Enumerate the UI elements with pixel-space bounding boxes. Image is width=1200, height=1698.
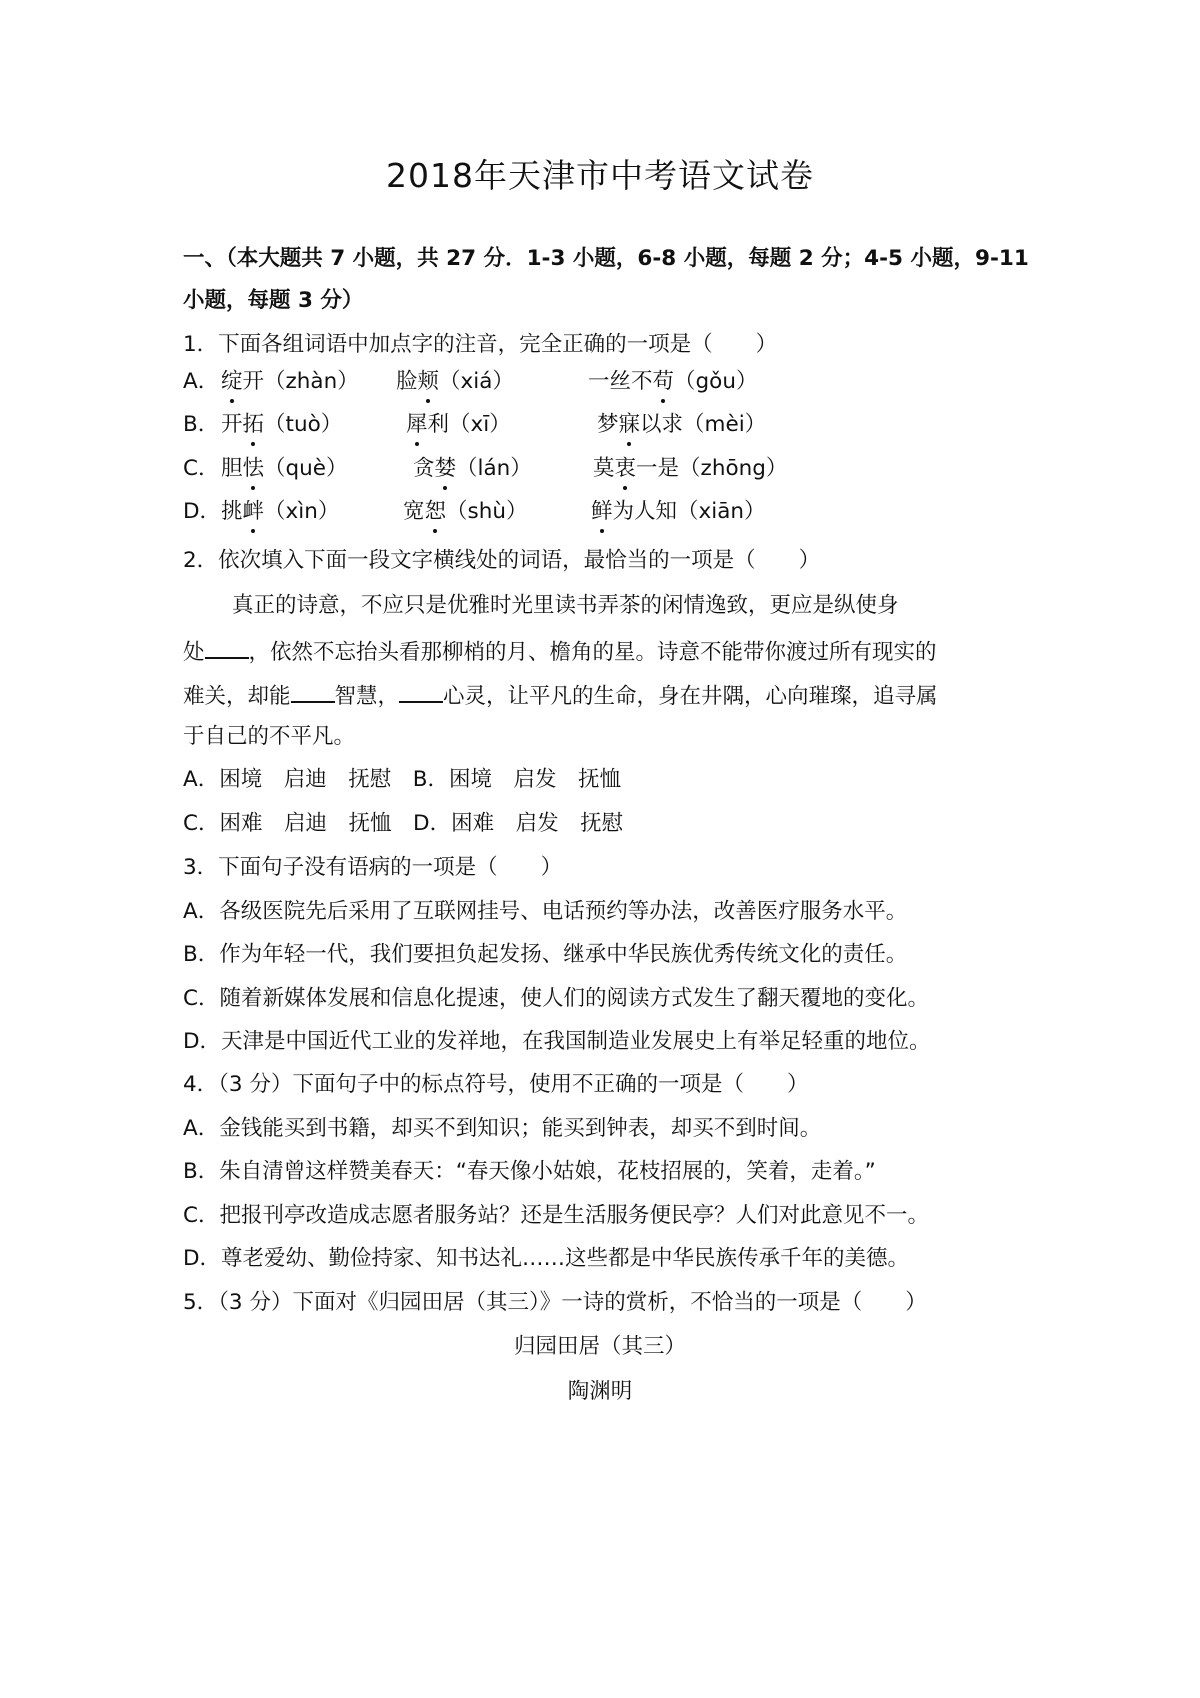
word-text: （xiá） bbox=[439, 369, 514, 394]
dotted-char: 鲜 bbox=[591, 497, 613, 527]
word-text: 为人知（xiān） bbox=[612, 499, 766, 524]
q1-option-c bbox=[183, 454, 983, 486]
q2-stem: 2．依次填入下面一段文字横线处的词语，最恰当的一项是（ ） bbox=[183, 548, 821, 573]
page-title: 2018年天津市中考语文试卷 bbox=[386, 156, 814, 195]
word-text: 宽 bbox=[403, 499, 425, 524]
q2-passage-line3 bbox=[183, 679, 938, 712]
q3-option-a: A．各级医院先后采用了互联网挂号、电话预约等办法，改善医疗服务水平。 bbox=[183, 899, 908, 924]
dotted-char: 衅 bbox=[243, 497, 265, 527]
word-text: （xìn） bbox=[264, 499, 340, 524]
word-text: （gǒu） bbox=[674, 369, 758, 394]
section-header-line2: 小题，每题 3 分） bbox=[183, 288, 364, 313]
word-text: 脸 bbox=[396, 369, 418, 394]
q2-options-cd: C．困难 启迪 抚恤 D．困难 启发 抚慰 bbox=[183, 811, 624, 836]
q4-option-a: A．金钱能买到书籍，却买不到知识；能买到钟表，却买不到时间。 bbox=[183, 1116, 822, 1141]
q3-stem: 3．下面句子没有语病的一项是（ ） bbox=[183, 855, 563, 880]
fill-blank bbox=[399, 679, 443, 703]
dotted-char: 拓 bbox=[243, 410, 265, 440]
word-text: 胆 bbox=[221, 456, 243, 481]
option-label: B． bbox=[183, 412, 220, 437]
fill-blank bbox=[205, 635, 249, 659]
dotted-char: 寐 bbox=[619, 410, 641, 440]
word-text: （shù） bbox=[446, 499, 528, 524]
passage-text: 难关，却能 bbox=[183, 684, 291, 709]
q2-passage-line2 bbox=[183, 635, 937, 668]
dotted-char: 怯 bbox=[243, 454, 265, 484]
passage-text: 心灵，让平凡的生命，身在井隅，心向璀璨，追寻属 bbox=[443, 684, 938, 709]
word-text: 贪 bbox=[413, 456, 435, 481]
word-text: 挑 bbox=[221, 499, 243, 524]
dotted-char: 绽 bbox=[221, 367, 243, 397]
q1-option-d bbox=[183, 497, 983, 529]
word-text: 开（zhàn） bbox=[242, 369, 359, 394]
q2-options-ab: A．困境 启迪 抚慰 B．困境 启发 抚恤 bbox=[183, 767, 621, 792]
word-text: 一是（zhōng） bbox=[636, 456, 788, 481]
q1-option-b bbox=[183, 410, 983, 442]
q4-option-b: B．朱自清曾这样赞美春天：“春天像小姑娘，花枝招展的，笑着，走着。” bbox=[183, 1159, 876, 1184]
q1-stem: 1．下面各组词语中加点字的注音，完全正确的一项是（ ） bbox=[183, 332, 778, 357]
dotted-char: 婪 bbox=[435, 454, 457, 484]
q1b-word3 bbox=[597, 410, 766, 440]
q4-option-d: D．尊老爱幼、勤俭持家、知书达礼……这些都是中华民族传承千年的美德。 bbox=[183, 1246, 910, 1271]
q4-stem: 4．（3 分）下面句子中的标点符号，使用不正确的一项是（ ） bbox=[183, 1072, 809, 1097]
q1c-word2 bbox=[413, 454, 532, 484]
passage-text: 智慧， bbox=[334, 684, 400, 709]
q2-passage-line1: 真正的诗意，不应只是优雅时光里读书弄茶的闲情逸致，更应是纵使身 bbox=[232, 593, 899, 618]
q1d-word3 bbox=[591, 497, 766, 527]
option-label: A． bbox=[183, 369, 220, 394]
option-label: C． bbox=[183, 456, 220, 481]
q3-option-d: D．天津是中国近代工业的发祥地，在我国制造业发展史上有举足轻重的地位。 bbox=[183, 1029, 931, 1054]
word-text: （lán） bbox=[456, 456, 532, 481]
q2-passage-line4: 于自己的不平凡。 bbox=[183, 724, 356, 749]
dotted-char: 苟 bbox=[653, 367, 675, 397]
section-header-line1: 一、（本大题共 7 小题，共 27 分．1-3 小题，6-8 小题，每题 2 分；4-5 小题，9-11 bbox=[183, 246, 1029, 271]
word-text: （què） bbox=[264, 456, 348, 481]
passage-text: 处 bbox=[183, 640, 205, 665]
passage-text: ，依然不忘抬头看那柳梢的月、檐角的星。诗意不能带你渡过所有现实的 bbox=[248, 640, 937, 665]
dotted-char: 犀 bbox=[406, 410, 428, 440]
word-text: （tuò） bbox=[264, 412, 343, 437]
q4-option-c: C．把报刊亭改造成志愿者服务站？还是生活服务便民亭？人们对此意见不一。 bbox=[183, 1203, 930, 1228]
q1a-word2 bbox=[396, 367, 514, 397]
q1d-word1 bbox=[221, 497, 339, 527]
q3-option-c: C．随着新媒体发展和信息化提速，使人们的阅读方式发生了翻天覆地的变化。 bbox=[183, 986, 930, 1011]
q1a-word1 bbox=[221, 367, 359, 397]
word-text: 梦 bbox=[597, 412, 619, 437]
dotted-char: 颊 bbox=[418, 367, 440, 397]
option-label: D． bbox=[183, 499, 222, 524]
q3-option-b: B．作为年轻一代，我们要担负起发扬、继承中华民族优秀传统文化的责任。 bbox=[183, 942, 908, 967]
word-text: 开 bbox=[221, 412, 243, 437]
dotted-char: 衷 bbox=[615, 454, 637, 484]
fill-blank bbox=[291, 679, 335, 703]
word-text: 以求（mèi） bbox=[640, 412, 767, 437]
word-text: 利（xī） bbox=[427, 412, 511, 437]
q1c-word1 bbox=[221, 454, 348, 484]
poem-title: 归园田居（其三） bbox=[513, 1334, 686, 1359]
q1c-word3 bbox=[593, 454, 787, 484]
dotted-char: 恕 bbox=[425, 497, 447, 527]
q1-option-a bbox=[183, 367, 983, 399]
q1b-word1 bbox=[221, 410, 342, 440]
word-text: 一丝不 bbox=[588, 369, 653, 394]
q5-stem: 5．（3 分）下面对《归园田居（其三）》一诗的赏析，不恰当的一项是（ ） bbox=[183, 1290, 927, 1315]
word-text: 莫 bbox=[593, 456, 615, 481]
poem-author: 陶渊明 bbox=[567, 1379, 633, 1404]
q1b-word2 bbox=[406, 410, 511, 440]
q1a-word3 bbox=[588, 367, 757, 397]
q1d-word2 bbox=[403, 497, 528, 527]
